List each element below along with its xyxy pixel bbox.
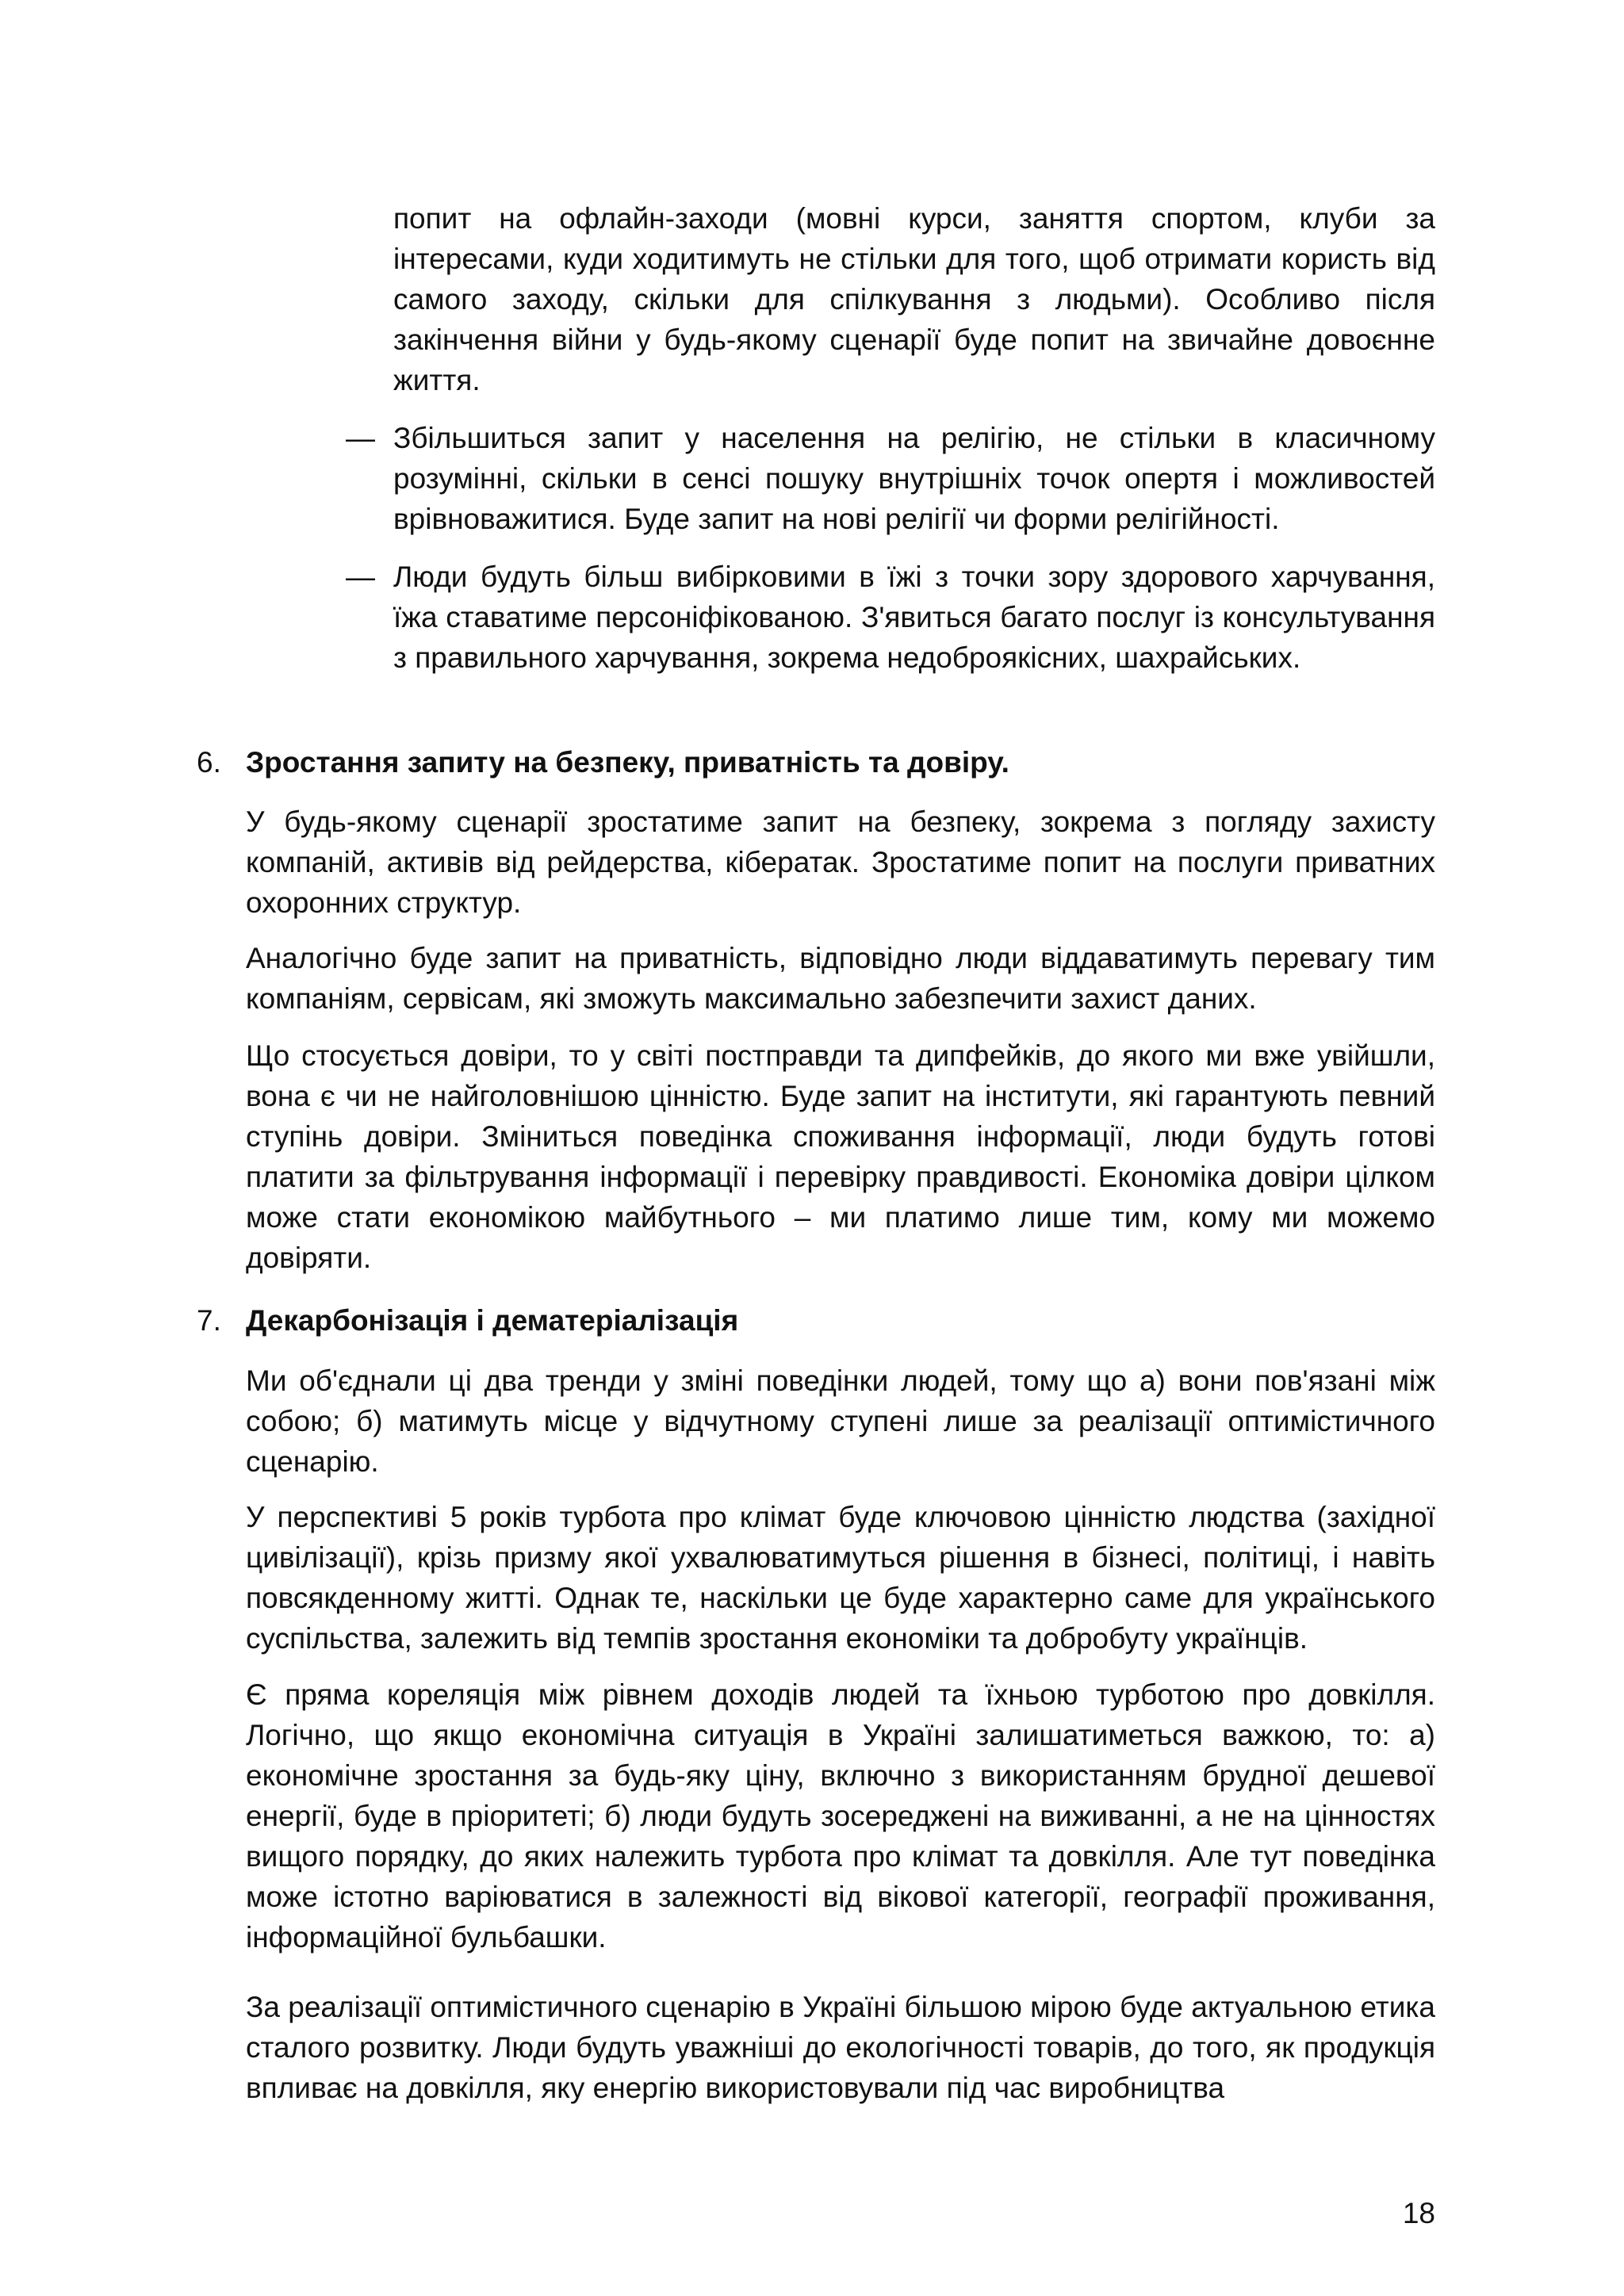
section7-paragraph: Ми об'єднали ці два тренди у зміні поведінки людей, тому що а) вони пов'язані між собою; б) матимуть місце у відчутному ступені лише за реалізації оптимістичного сценарію.	[246, 1364, 1435, 1478]
section6-paragraph: Аналогічно буде запит на приватність, відповідно люди віддаватимуть перевагу тим компаніям, сервісам, які зможуть максимально забезпечити захист даних.	[246, 942, 1435, 1015]
bullet-dash: —	[346, 561, 375, 593]
bullet-item-food: Люди будуть більш вибірковими в їжі з точки зору здорового харчування, їжа ставатиме персоніфікованою. З'явиться багато послуг із консультування з правильного харчування, зокрема недоброякісних, шахрайських.	[393, 561, 1435, 674]
section7-paragraph: Є пряма кореляція між рівнем доходів людей та їхньою турботою про довкілля. Логічно, що якщо економічна ситуація в Україні залишатиметься важкою, то: а) економічне зростання за будь-яку ціну, включно з використанням брудної дешевої енергії, буде в пріоритеті; б) люди будуть зосереджені на виживанні, а не на цінностях вищого порядку, до яких належить турбота про клімат та довкілля. Але тут поведінка може істотно варіюватися в залежності від вікової категорії, географії проживання, інформаційної бульбашки.	[246, 1678, 1435, 1954]
section-title: Зростання запиту на безпеку, приватність та довіру.	[246, 746, 1009, 779]
continuation-paragraph: попит на офлайн-заходи (мовні курси, заняття спортом, клуби за інтересами, куди ходитимуть не стільки для того, щоб отримати користь від самого заходу, скільки для спілкування з людьми). Особливо після закінчення війни у будь-якому сценарії буде попит на звичайне довоєнне життя.	[393, 202, 1435, 396]
bullet-item-religion: Збільшиться запит у населення на релігію, не стільки в класичному розумінні, скільки в сенсі пошуку внутрішніх точок опертя і можливостей врівноважитися. Буде запит на нові релігії чи форми релігійності.	[393, 422, 1435, 535]
section-heading-7	[197, 1300, 738, 1341]
section7-paragraph: У перспективі 5 років турбота про клімат буде ключовою цінністю людства (західної цивілізації), крізь призму якої ухвалюватимуться рішення в бізнесі, політиці, і навіть повсякденному житті. Однак те, наскільки це буде характерно саме для українського суспільства, залежить від темпів зростання економіки та добробуту українців.	[246, 1501, 1435, 1655]
bullet-dash: —	[346, 422, 375, 454]
section6-paragraph: У будь-якому сценарії зростатиме запит на безпеку, зокрема з погляду захисту компаній, активів від рейдерства, кібератак. Зростатиме попит на послуги приватних охоронних структур.	[246, 806, 1435, 919]
section-title: Декарбонізація і дематеріалізація	[246, 1304, 739, 1337]
section6-paragraph: Що стосується довіри, то у світі постправди та дипфейків, до якого ми вже увійшли, вона є чи не найголовнішою цінністю. Буде запит на інститути, які гарантують певний ступінь довіри. Зміниться поведінка споживання інформації, люди будуть готові платити за фільтрування інформації і перевірку правдивості. Економіка довіри цілком може стати економікою майбутнього – ми платимо лише тим, кому ми можемо довіряти.	[246, 1039, 1435, 1274]
page-number: 18	[1402, 2197, 1435, 2229]
section-heading-6	[197, 742, 1009, 783]
section7-paragraph: За реалізації оптимістичного сценарію в Україні більшою мірою буде актуальною етика сталого розвитку. Люди будуть уважніші до екологічності товарів, до того, як продукція впливає на довкілля, яку енергію використовували під час виробництва	[246, 1991, 1435, 2104]
section-number: 6.	[197, 746, 221, 779]
section-number: 7.	[197, 1304, 221, 1337]
